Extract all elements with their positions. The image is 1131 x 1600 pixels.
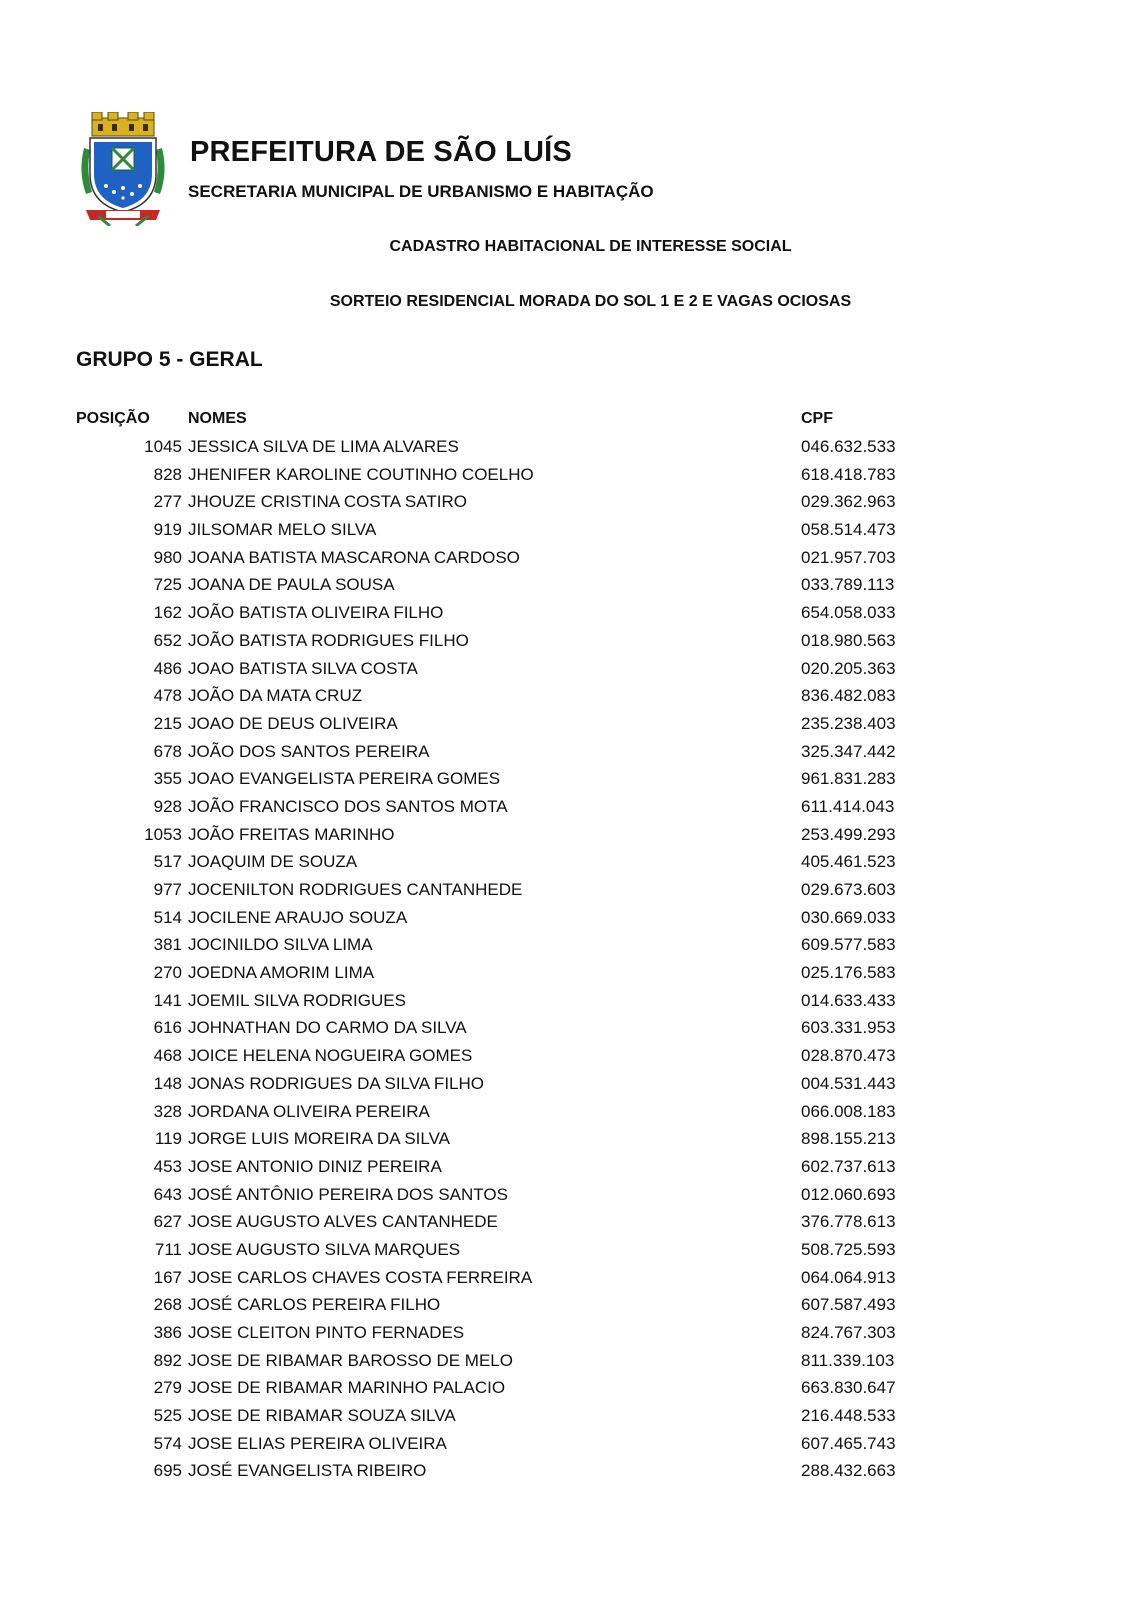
table-row (0, 711, 1131, 739)
row-cpf: 046.632.533 (801, 437, 896, 456)
row-cpf: 609.577.583 (801, 935, 896, 955)
row-name: JOSE AUGUSTO SILVA MARQUES (188, 1239, 461, 1259)
row-name: JOÃO FRANCISCO DOS SANTOS MOTA (188, 796, 508, 816)
row-position: 119 (154, 1129, 182, 1149)
table-row (0, 1375, 1131, 1403)
row-name: JOÃO DA MATA CRUZ (188, 686, 363, 706)
row-cpf: 235.238.403 (801, 713, 896, 733)
table-row (0, 517, 1131, 545)
row-position: 711 (154, 1239, 182, 1259)
row-position: 162 (153, 603, 182, 623)
document-title: CADASTRO HABITACIONAL DE INTERESSE SOCIAL (389, 238, 792, 255)
row-cpf: 216.448.533 (801, 1406, 896, 1426)
table-row (0, 1431, 1131, 1459)
row-cpf: 508.725.593 (801, 1239, 896, 1259)
table-row (0, 877, 1131, 905)
row-position: 1053 (144, 824, 182, 844)
group-title: GRUPO 5 - GERAL (76, 348, 263, 371)
row-position: 928 (153, 796, 182, 816)
row-name: JHOUZE CRISTINA COSTA SATIRO (188, 492, 467, 512)
table-row (0, 1099, 1131, 1127)
row-cpf: 602.737.613 (801, 1156, 896, 1176)
row-name: JOEDNA AMORIM LIMA (188, 963, 375, 983)
row-cpf: 405.461.523 (801, 852, 896, 872)
table-row (0, 1320, 1131, 1348)
row-cpf: 058.514.473 (801, 520, 896, 540)
row-cpf: 029.673.603 (801, 880, 896, 899)
row-name: JOÃO BATISTA RODRIGUES FILHO (188, 630, 469, 650)
row-cpf: 961.831.283 (801, 769, 896, 789)
table-row (0, 739, 1131, 767)
row-position: 725 (153, 575, 182, 595)
row-position: 517 (153, 852, 182, 872)
row-cpf: 021.957.703 (801, 547, 896, 567)
row-position: 919 (153, 520, 182, 540)
row-position: 643 (153, 1184, 182, 1204)
row-name: JOSE DE RIBAMAR MARINHO PALACIO (188, 1378, 506, 1398)
table-row (0, 656, 1131, 684)
row-cpf: 607.465.743 (801, 1433, 896, 1453)
table-row (0, 1015, 1131, 1043)
table-row (0, 545, 1131, 573)
row-position: 652 (153, 630, 182, 650)
row-cpf: 066.008.183 (801, 1101, 896, 1121)
row-name: JILSOMAR MELO SILVA (188, 520, 377, 540)
row-position: 828 (153, 464, 182, 484)
column-header-position: POSIÇÃO (76, 410, 150, 427)
row-name: JORGE LUIS MOREIRA DA SILVA (188, 1129, 450, 1149)
table-row (0, 1043, 1131, 1071)
row-name: JOSÉ EVANGELISTA RIBEIRO (188, 1461, 427, 1481)
row-name: JONAS RODRIGUES DA SILVA FILHO (188, 1073, 484, 1093)
row-name: JESSICA SILVA DE LIMA ALVARES (188, 437, 459, 456)
table-row (0, 822, 1131, 850)
row-cpf: 836.482.083 (801, 686, 896, 706)
row-cpf: 033.789.113 (801, 575, 895, 595)
row-name: JOSÉ ANTÔNIO PEREIRA DOS SANTOS (188, 1184, 508, 1204)
row-name: JOAQUIM DE SOUZA (188, 852, 358, 872)
table-row (0, 1237, 1131, 1265)
table-body (0, 434, 1131, 1486)
row-position: 574 (153, 1433, 182, 1453)
table-row (0, 572, 1131, 600)
table-row (0, 1154, 1131, 1182)
table-row (0, 434, 1131, 462)
row-cpf: 014.633.433 (801, 990, 896, 1010)
row-cpf: 898.155.213 (801, 1129, 896, 1149)
row-name: JOSE CLEITON PINTO FERNADES (188, 1323, 465, 1342)
column-header-name: NOMES (188, 410, 247, 427)
row-cpf: 288.432.663 (801, 1461, 896, 1481)
row-name: JOAO BATISTA SILVA COSTA (188, 658, 418, 678)
document-subtitle: SORTEIO RESIDENCIAL MORADA DO SOL 1 E 2 E VAGAS OCIOSAS (329, 293, 852, 310)
row-name: JOAO EVANGELISTA PEREIRA GOMES (188, 769, 501, 789)
row-position: 355 (153, 769, 182, 789)
row-position: 525 (153, 1406, 182, 1426)
row-name: JOCILENE ARAUJO SOUZA (188, 907, 408, 927)
row-name: JOEMIL SILVA RODRIGUES (188, 990, 406, 1010)
row-cpf: 607.587.493 (801, 1295, 896, 1315)
row-name: JOSE DE RIBAMAR BAROSSO DE MELO (188, 1350, 513, 1370)
row-position: 268 (153, 1295, 182, 1315)
table-row (0, 794, 1131, 822)
row-position: 627 (153, 1212, 182, 1232)
row-name: JHENIFER KAROLINE COUTINHO COELHO (188, 464, 534, 484)
row-position: 279 (153, 1378, 182, 1398)
row-cpf: 018.980.563 (801, 630, 896, 650)
row-position: 514 (153, 907, 182, 927)
row-position: 892 (153, 1350, 182, 1370)
row-position: 148 (153, 1073, 182, 1093)
row-name: JOÃO DOS SANTOS PEREIRA (188, 741, 430, 761)
table-row (0, 1071, 1131, 1099)
row-position: 167 (153, 1267, 182, 1287)
table-row (0, 960, 1131, 988)
table-row (0, 1292, 1131, 1320)
row-position: 270 (153, 963, 182, 983)
row-cpf: 654.058.033 (801, 603, 896, 623)
table-row (0, 766, 1131, 794)
row-cpf: 020.205.363 (801, 658, 896, 678)
row-name: JOSE ELIAS PEREIRA OLIVEIRA (188, 1433, 447, 1453)
row-cpf: 012.060.693 (801, 1184, 896, 1204)
org-title: PREFEITURA DE SÃO LUÍS (190, 136, 572, 168)
row-cpf: 064.064.913 (801, 1267, 896, 1287)
row-cpf: 603.331.953 (801, 1018, 896, 1038)
table-row (0, 1265, 1131, 1293)
row-name: JOSE ANTONIO DINIZ PEREIRA (188, 1156, 442, 1176)
table-header (0, 408, 1131, 434)
table-row (0, 462, 1131, 490)
row-name: JOSE AUGUSTO ALVES CANTANHEDE (188, 1212, 498, 1232)
table-row (0, 1209, 1131, 1237)
row-position: 1045 (144, 437, 182, 456)
row-name: JOSÉ CARLOS PEREIRA FILHO (188, 1295, 441, 1315)
coat-of-arms-icon (78, 112, 168, 226)
row-cpf: 663.830.647 (801, 1378, 896, 1398)
table-row (0, 1182, 1131, 1210)
row-position: 453 (153, 1156, 182, 1176)
table-row (0, 1126, 1131, 1154)
row-cpf: 811.339.103 (801, 1350, 895, 1370)
row-name: JOSE DE RIBAMAR SOUZA SILVA (188, 1406, 456, 1426)
row-position: 141 (153, 990, 182, 1010)
row-cpf: 376.778.613 (801, 1212, 896, 1232)
column-header-cpf: CPF (801, 410, 833, 427)
row-position: 695 (153, 1461, 182, 1481)
table-row (0, 1458, 1131, 1486)
table-row (0, 988, 1131, 1016)
row-cpf: 325.347.442 (801, 741, 896, 761)
row-name: JOANA BATISTA MASCARONA CARDOSO (188, 547, 520, 567)
row-position: 215 (153, 713, 182, 733)
table-row (0, 600, 1131, 628)
row-cpf: 618.418.783 (801, 464, 896, 484)
row-position: 616 (153, 1018, 182, 1038)
table-row (0, 905, 1131, 933)
row-position: 977 (153, 880, 182, 899)
row-cpf: 030.669.033 (801, 907, 896, 927)
row-name: JORDANA OLIVEIRA PEREIRA (188, 1101, 430, 1121)
table-row (0, 683, 1131, 711)
row-position: 277 (153, 492, 182, 512)
row-position: 386 (153, 1323, 182, 1342)
table-row (0, 1348, 1131, 1376)
row-name: JOCENILTON RODRIGUES CANTANHEDE (188, 880, 523, 899)
row-cpf: 025.176.583 (801, 963, 896, 983)
row-name: JOICE HELENA NOGUEIRA GOMES (188, 1046, 473, 1066)
row-cpf: 611.414.043 (801, 796, 895, 816)
row-name: JOHNATHAN DO CARMO DA SILVA (188, 1018, 467, 1038)
row-position: 478 (153, 686, 182, 706)
row-position: 381 (153, 935, 182, 955)
row-name: JOÃO BATISTA OLIVEIRA FILHO (188, 603, 444, 623)
row-cpf: 004.531.443 (801, 1073, 896, 1093)
results-table (0, 408, 1131, 1486)
row-cpf: 028.870.473 (801, 1046, 896, 1066)
table-row (0, 489, 1131, 517)
row-name: JOANA DE PAULA SOUSA (188, 575, 395, 595)
table-row (0, 932, 1131, 960)
row-name: JOÃO FREITAS MARINHO (188, 824, 395, 844)
row-cpf: 253.499.293 (801, 824, 896, 844)
table-row (0, 628, 1131, 656)
table-row (0, 1403, 1131, 1431)
org-subtitle: SECRETARIA MUNICIPAL DE URBANISMO E HABITAÇÃO (188, 182, 654, 201)
row-cpf: 029.362.963 (801, 492, 896, 512)
row-position: 980 (153, 547, 182, 567)
row-position: 468 (153, 1046, 182, 1066)
table-row (0, 849, 1131, 877)
row-name: JOSE CARLOS CHAVES COSTA FERREIRA (188, 1267, 533, 1287)
row-name: JOCINILDO SILVA LIMA (188, 935, 373, 955)
row-cpf: 824.767.303 (801, 1323, 896, 1342)
row-position: 486 (153, 658, 182, 678)
row-name: JOAO DE DEUS OLIVEIRA (188, 713, 398, 733)
row-position: 328 (153, 1101, 182, 1121)
row-position: 678 (153, 741, 182, 761)
